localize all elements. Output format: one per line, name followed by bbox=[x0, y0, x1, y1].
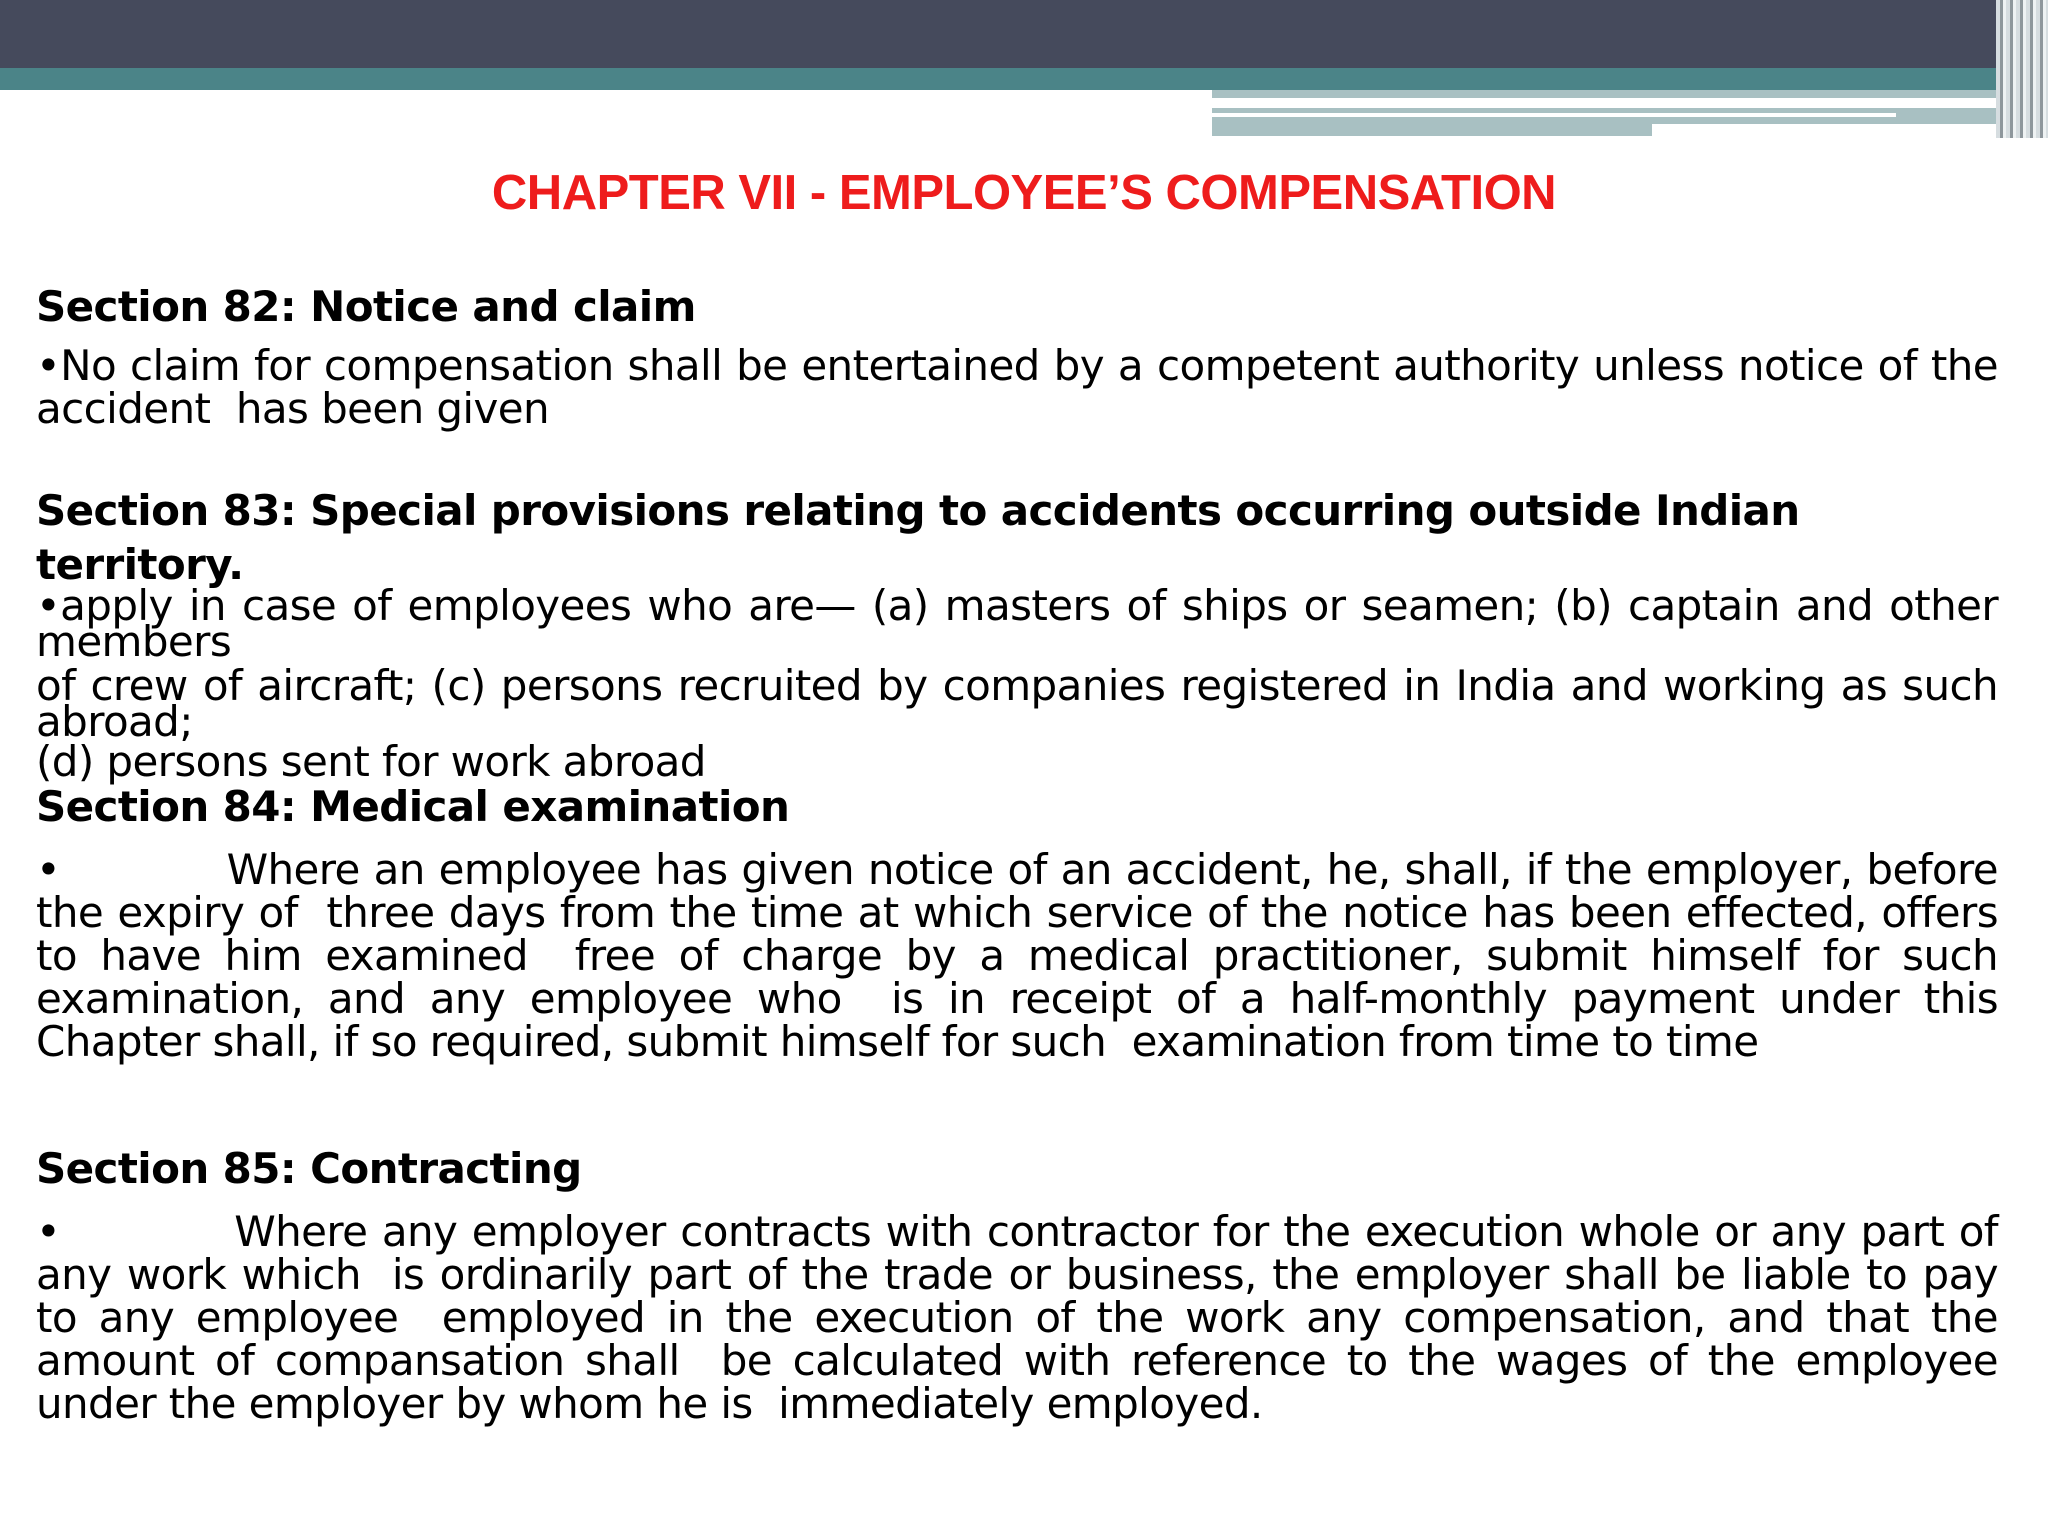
section-84 bbox=[36, 780, 2011, 1066]
header-band-teal bbox=[0, 68, 2048, 90]
section-line: of crew of aircraft; (c) persons recruited by companies registered in India and working as such abroad; bbox=[36, 661, 1998, 746]
section-paragraph: •No claim for compensation shall be entertained by a competent authority unless notice of the accident has been given bbox=[36, 341, 2011, 433]
section-82 bbox=[36, 280, 2011, 433]
header-white-block bbox=[1652, 124, 2048, 140]
section-paragraph: • Where an employee has given notice of an accident, he, shall, if the employer, before the expiry of three days from the time at which service of the notice has been effected, offers to have him examined free of charge by a medical practitioner, submit himself for such examination, and any employee who is in receipt of a half-monthly payment under this Chapter shall, if so required, submit himself for such examination from time to time bbox=[36, 845, 2011, 1066]
page-title: CHAPTER VII - EMPLOYEE’S COMPENSATION bbox=[491, 166, 1557, 220]
section-heading: Section 82: Notice and claim bbox=[36, 282, 696, 331]
header-stripes bbox=[1996, 0, 2048, 138]
section-paragraph: • Where any employer contracts with contractor for the execution whole or any part of any work which is ordinarily part of the trade or business, the employer shall be liable to pay to any employee employed in the execution of the work any compensation, and that the amount of compansation shall be calculated with reference to the wages of the employee under the employer by whom he is immediately employed. bbox=[36, 1207, 2011, 1428]
section-85 bbox=[36, 1142, 2011, 1428]
section-83 bbox=[36, 484, 1998, 786]
section-heading: Section 84: Medical examination bbox=[36, 782, 790, 831]
section-heading: Section 85: Contracting bbox=[36, 1144, 582, 1193]
header-band-light bbox=[1212, 90, 2048, 98]
header-divider-line bbox=[1212, 113, 1896, 117]
section-line: •apply in case of employees who are— (a) masters of ships or seamen; (b) captain and other members bbox=[36, 581, 1998, 666]
header-band-dark bbox=[0, 0, 2048, 68]
section-heading: Section 83: Special provisions relating to accidents occurring outside Indian territory. bbox=[36, 486, 1800, 589]
section-line: (d) persons sent for work abroad bbox=[36, 737, 706, 786]
